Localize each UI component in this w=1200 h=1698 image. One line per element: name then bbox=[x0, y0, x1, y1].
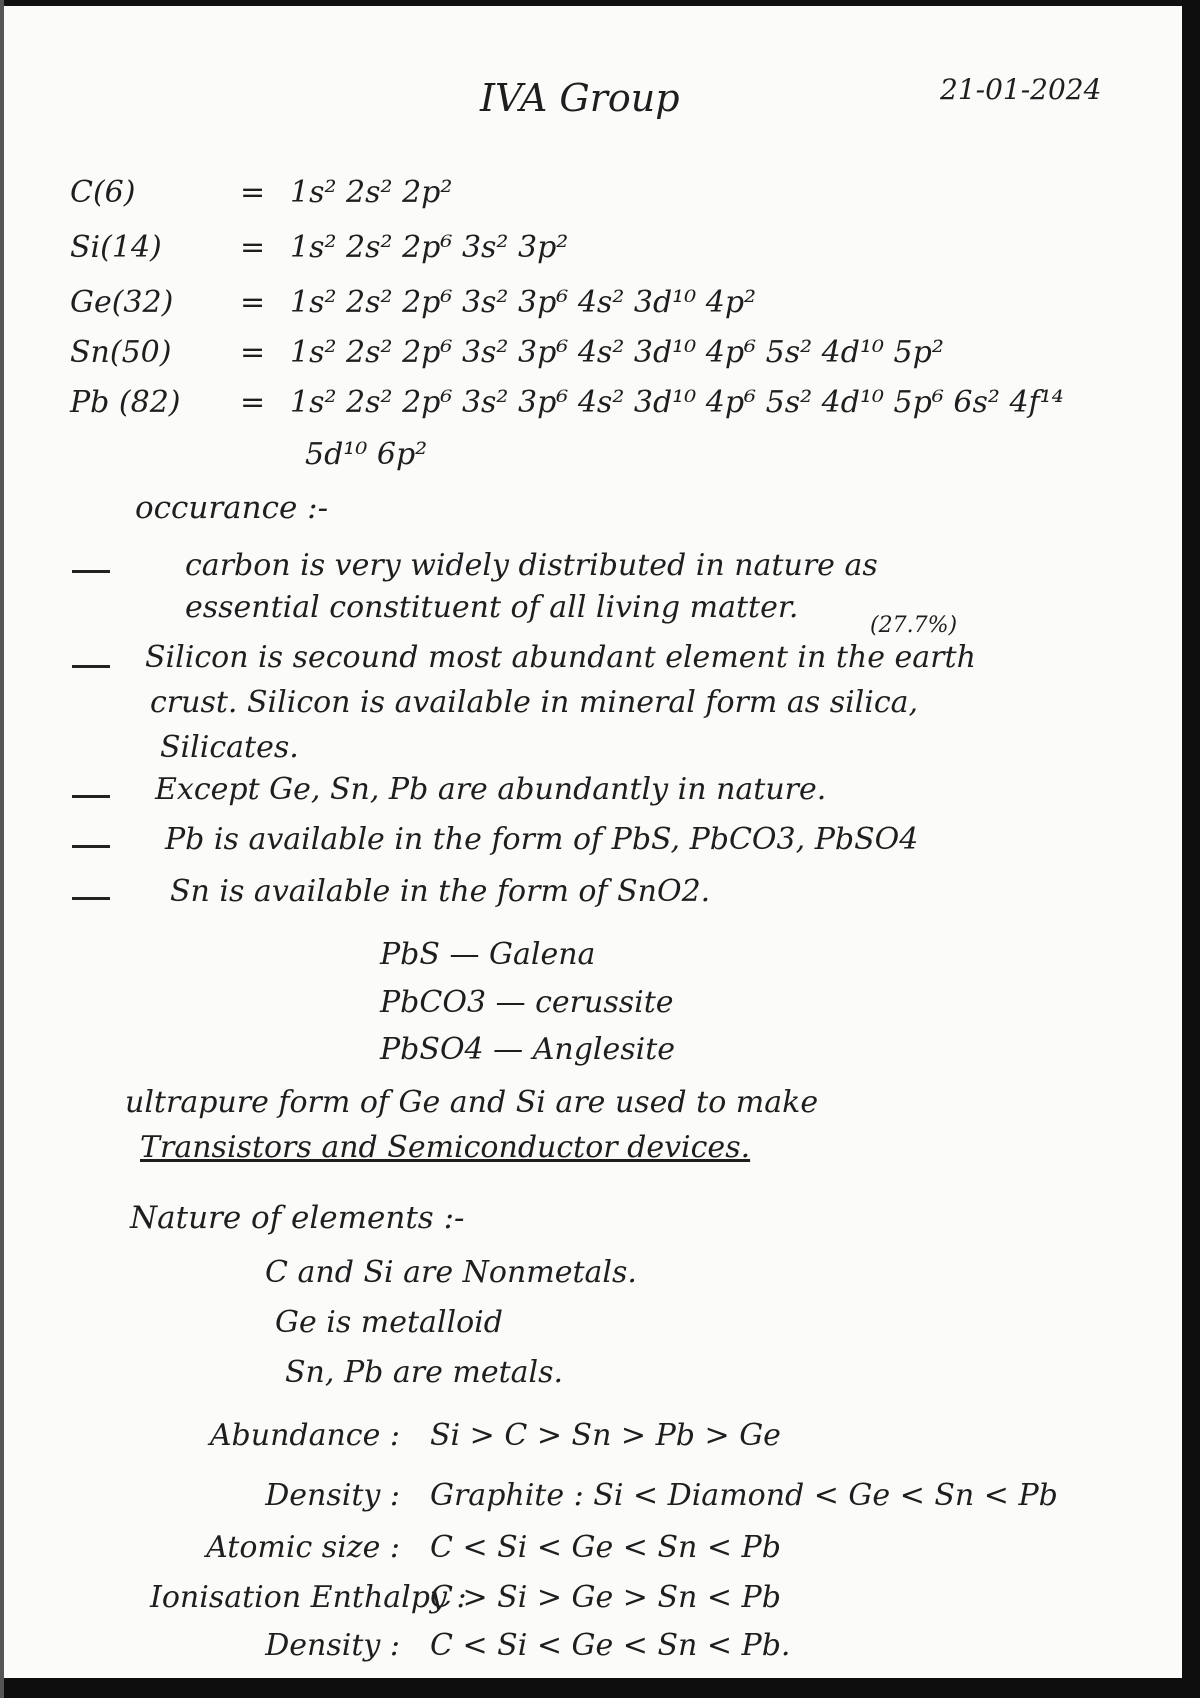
nature-line-2: Ge is metalloid bbox=[275, 1305, 503, 1340]
electron-configuration: 1s² 2s² 2p⁶ 3s² 3p⁶ 4s² 3d¹⁰ 4p² bbox=[290, 285, 757, 320]
property-label: Density : bbox=[265, 1628, 400, 1663]
page-bottom-edge bbox=[0, 1678, 1200, 1698]
element-symbol: Sn(50) bbox=[70, 335, 172, 370]
property-density-1 bbox=[150, 1478, 1058, 1514]
property-value: Si > C > Sn > Pb > Ge bbox=[430, 1418, 781, 1453]
bullet-dash bbox=[72, 845, 110, 848]
config-lead-continuation: 5d¹⁰ 6p² bbox=[305, 437, 428, 472]
element-symbol: C(6) bbox=[70, 175, 136, 210]
ore-row-galena: PbS — Galena bbox=[380, 937, 596, 972]
occurrence-point-1-line-2: essential constituent of all living matter. bbox=[185, 590, 799, 625]
config-row-germanium bbox=[70, 285, 756, 321]
equals-sign: = bbox=[240, 230, 266, 265]
occurrence-point-4: Pb is available in the form of PbS, PbCO3, PbSO4 bbox=[165, 822, 919, 857]
occurrence-point-1-line-1: carbon is very widely distributed in nature as bbox=[185, 548, 878, 583]
occurrence-point-2-line-2: crust. Silicon is available in mineral form as silica, bbox=[150, 685, 919, 720]
equals-sign: = bbox=[240, 385, 266, 420]
occurrence-point-5: Sn is available in the form of SnO2. bbox=[170, 874, 711, 909]
property-value: C > Si > Ge > Sn < Pb bbox=[430, 1580, 781, 1615]
element-symbol: Si(14) bbox=[70, 230, 162, 265]
electron-configuration: 1s² 2s² 2p⁶ 3s² 3p⁶ 4s² 3d¹⁰ 4p⁶ 5s² 4d¹⁰ 5p² bbox=[290, 335, 944, 370]
electron-configuration: 1s² 2s² 2p² bbox=[290, 175, 453, 210]
occurrence-point-3: Except Ge, Sn, Pb are abundantly in nature. bbox=[155, 772, 827, 807]
page-title: IVA Group bbox=[480, 76, 680, 120]
bullet-dash bbox=[72, 570, 110, 573]
config-row-silicon bbox=[70, 230, 568, 266]
element-symbol: Ge(32) bbox=[70, 285, 174, 320]
electron-configuration: 1s² 2s² 2p⁶ 3s² 3p⁶ 4s² 3d¹⁰ 4p⁶ 5s² 4d¹⁰ 5p⁶ 6s² 4f¹⁴ bbox=[290, 385, 1064, 420]
property-label: Atomic size : bbox=[206, 1530, 400, 1565]
nature-line-3: Sn, Pb are metals. bbox=[285, 1355, 564, 1390]
ore-formula: PbS bbox=[380, 937, 440, 972]
property-ionisation-enthalpy bbox=[150, 1580, 781, 1616]
occurrence-point-2-line-3: Silicates. bbox=[160, 730, 299, 765]
page-left-edge bbox=[0, 0, 4, 1698]
property-density-2 bbox=[150, 1628, 790, 1664]
ore-name: Anglesite bbox=[532, 1032, 676, 1067]
property-value: C < Si < Ge < Sn < Pb bbox=[430, 1530, 781, 1565]
property-atomic-size bbox=[150, 1530, 781, 1566]
property-value: Graphite : Si < Diamond < Ge < Sn < Pb bbox=[430, 1478, 1058, 1513]
page-top-edge bbox=[0, 0, 1190, 34]
occurrence-heading: occurance :- bbox=[135, 490, 329, 526]
occurrence-point-2-line-1: Silicon is secound most abundant element in the earth bbox=[145, 640, 976, 675]
equals-sign: = bbox=[240, 285, 266, 320]
ultrapure-line-2: Transistors and Semiconductor devices. bbox=[140, 1130, 751, 1165]
equals-sign: = bbox=[240, 335, 266, 370]
ore-name: Galena bbox=[489, 937, 596, 972]
page-date: 21-01-2024 bbox=[940, 73, 1102, 106]
nature-line-1: C and Si are Nonmetals. bbox=[265, 1255, 637, 1290]
percentage-note: (27.7%) bbox=[870, 613, 958, 638]
property-value: C < Si < Ge < Sn < Pb. bbox=[430, 1628, 791, 1663]
ore-name: cerussite bbox=[535, 985, 674, 1020]
property-label: Density : bbox=[265, 1478, 400, 1513]
ultrapure-line-1: ultrapure form of Ge and Si are used to make bbox=[125, 1085, 819, 1120]
ore-formula: PbSO4 bbox=[380, 1032, 484, 1067]
bullet-dash bbox=[72, 665, 110, 668]
ore-row-anglesite: PbSO4 — Anglesite bbox=[380, 1032, 676, 1067]
element-symbol: Pb (82) bbox=[70, 385, 181, 420]
property-abundance bbox=[150, 1418, 781, 1454]
equals-sign: = bbox=[240, 175, 266, 210]
bullet-dash bbox=[72, 897, 110, 900]
page-right-edge bbox=[1182, 0, 1200, 1698]
property-label: Ionisation Enthalpy : bbox=[150, 1580, 467, 1615]
electron-configuration: 1s² 2s² 2p⁶ 3s² 3p² bbox=[290, 230, 569, 265]
ore-formula: PbCO3 bbox=[380, 985, 487, 1020]
nature-heading: Nature of elements :- bbox=[130, 1200, 465, 1236]
ore-row-cerussite: PbCO3 — cerussite bbox=[380, 985, 674, 1020]
property-label: Abundance : bbox=[209, 1418, 400, 1453]
config-row-lead bbox=[70, 385, 1064, 421]
bullet-dash bbox=[72, 795, 110, 798]
config-row-carbon bbox=[70, 175, 452, 211]
config-row-tin bbox=[70, 335, 944, 371]
